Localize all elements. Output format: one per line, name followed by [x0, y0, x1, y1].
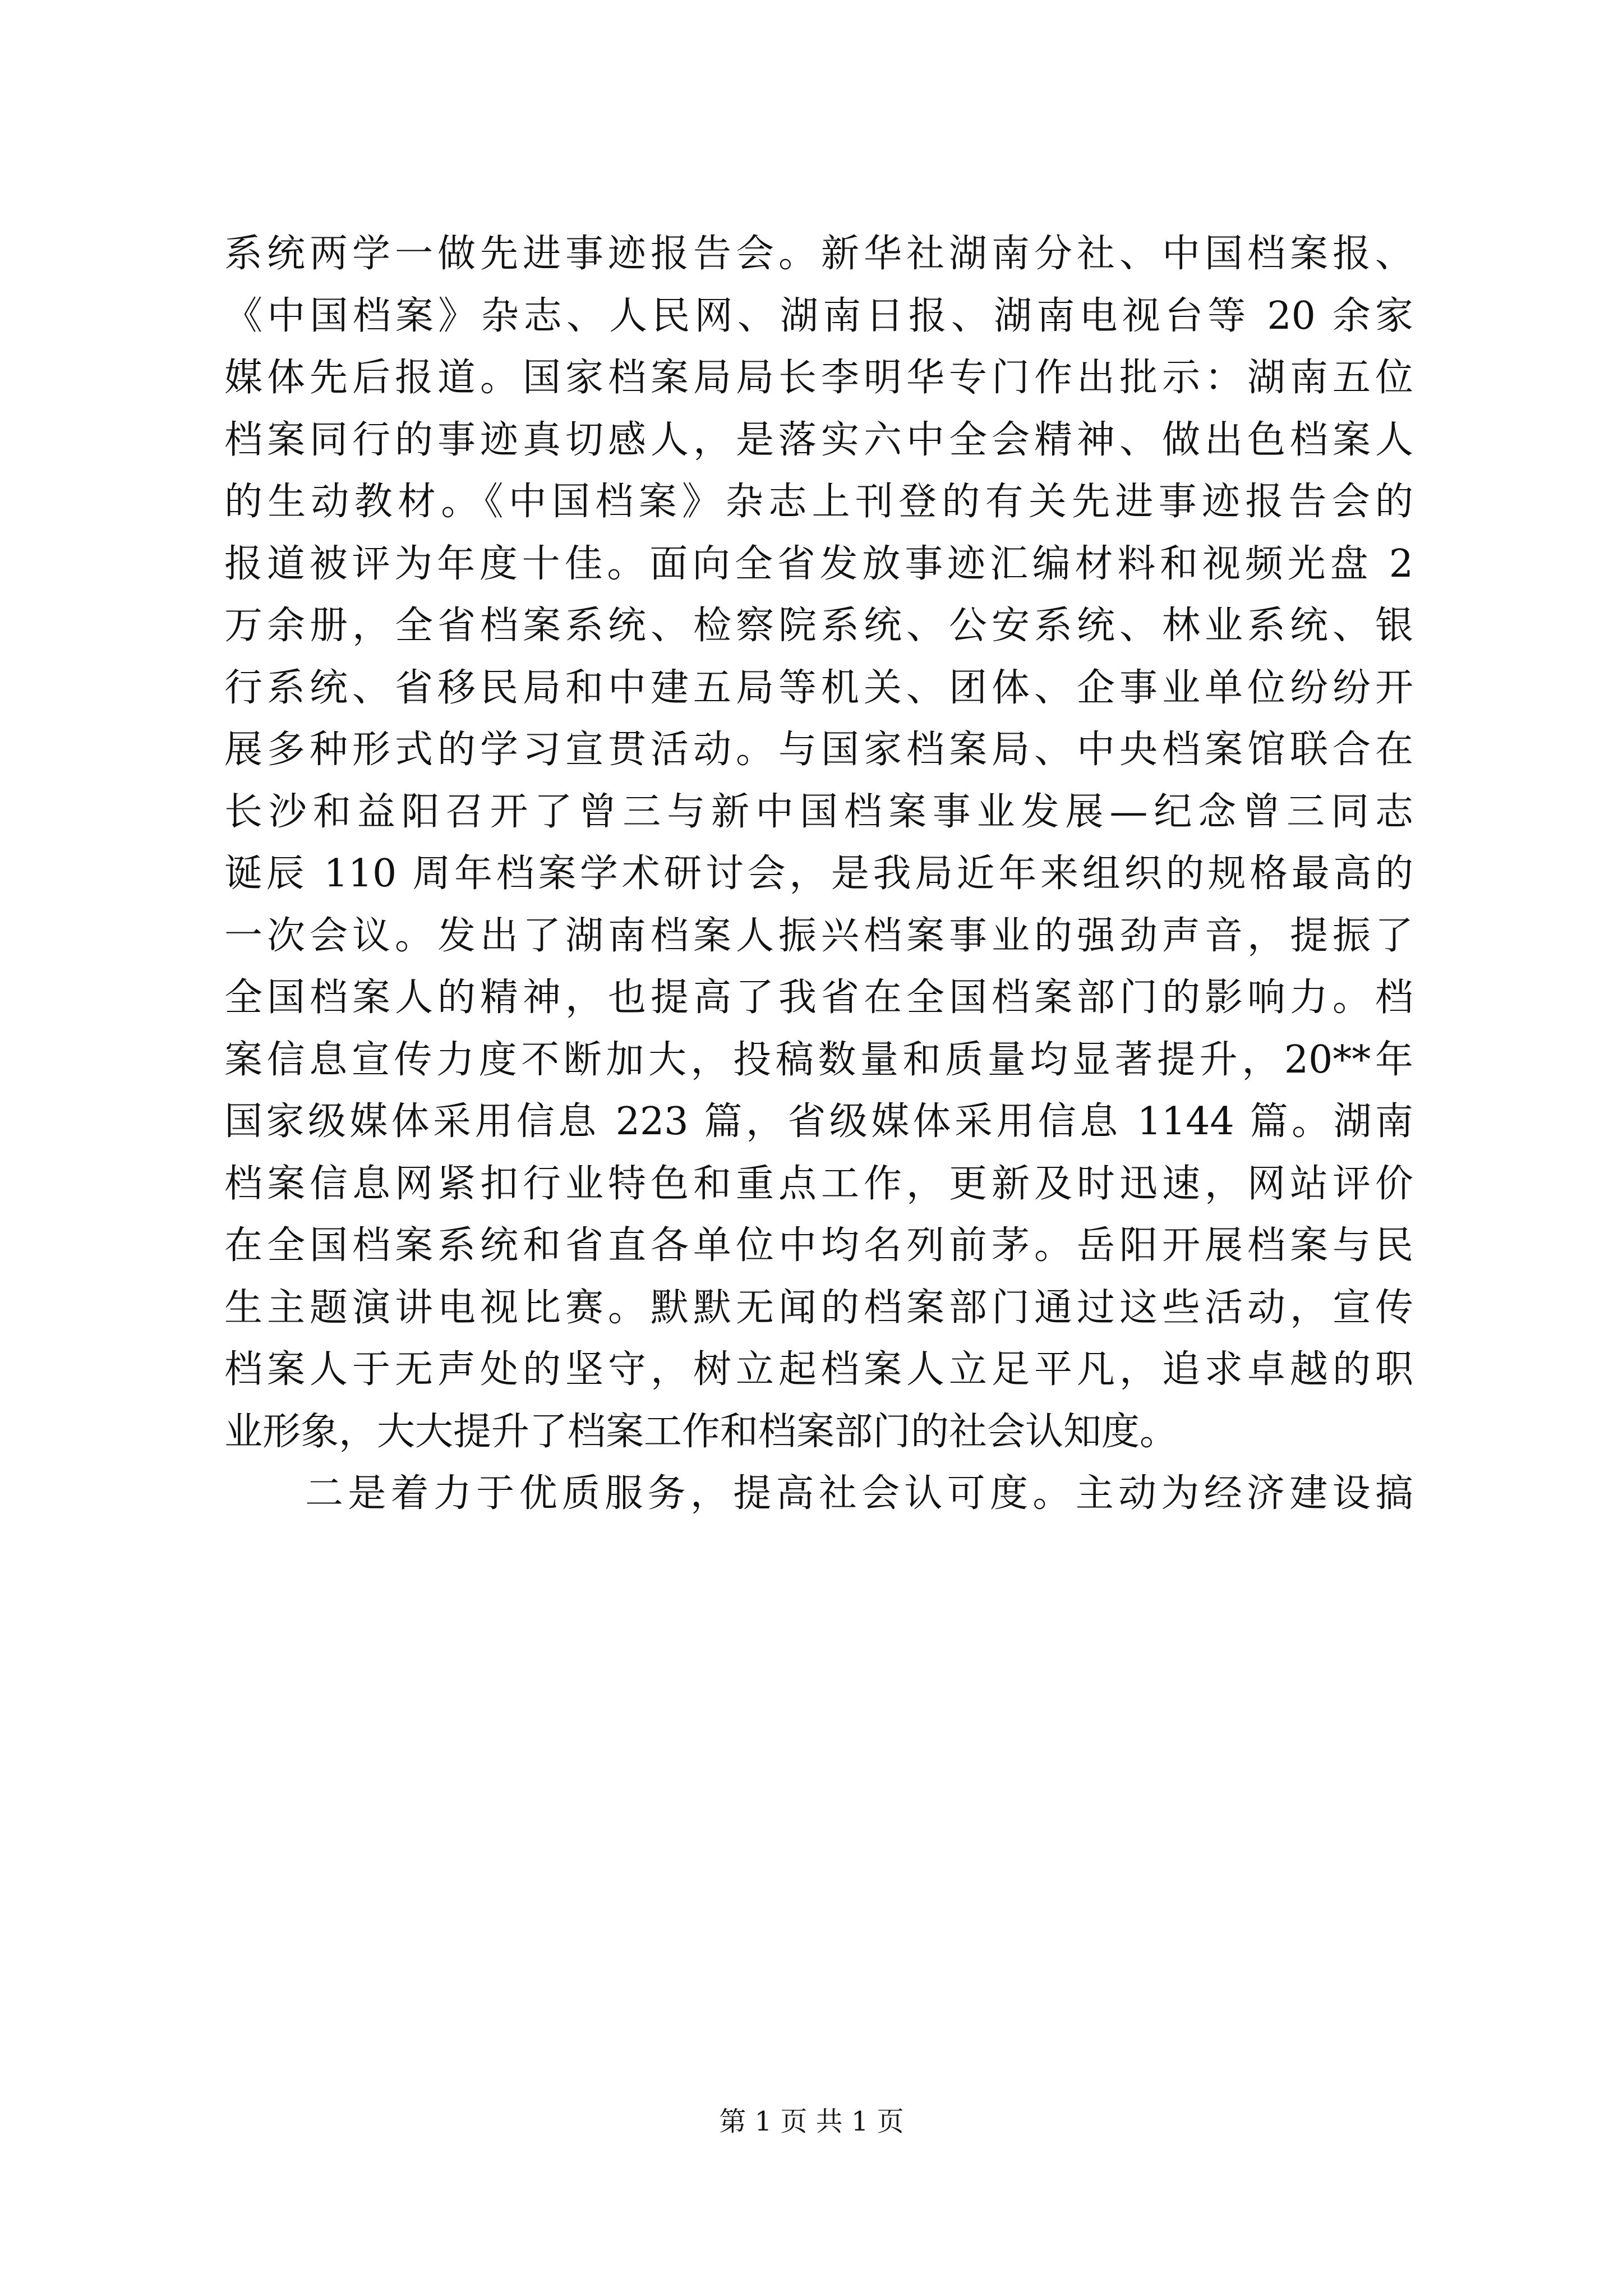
text-line: 一次会议。发出了湖南档案人振兴档案事业的强劲声音，提振了: [224, 913, 1413, 958]
text-line: 系统两学一做先进事迹报告会。新华社湖南分社、中国档案报、: [224, 232, 1413, 276]
text-line: 档案人于无声处的坚守，树立起档案人立足平凡，追求卓越的职: [224, 1347, 1413, 1392]
text-line: 展多种形式的学习宣贯活动。与国家档案局、中央档案馆联合在: [224, 728, 1413, 772]
text-line: 在全国档案系统和省直各单位中均名列前茅。岳阳开展档案与民: [224, 1223, 1413, 1268]
text-line: 档案信息网紧扣行业特色和重点工作，更新及时迅速，网站评价: [224, 1161, 1413, 1206]
text-line: 长沙和益阳召开了曾三与新中国档案事业发展—纪念曾三同志: [224, 789, 1413, 834]
text-line: 业形象，大大提升了档案工作和档案部门的社会认知度。: [224, 1409, 1178, 1454]
text-line: 国家级媒体采用信息 223 篇，省级媒体采用信息 1144 篇。湖南: [224, 1099, 1413, 1144]
text-line: 媒体先后报道。国家档案局局长李明华专门作出批示：湖南五位: [224, 356, 1413, 400]
text-line: 档案同行的事迹真切感人，是落实六中全会精神、做出色档案人: [224, 417, 1413, 462]
text-line: 生主题演讲电视比赛。默默无闻的档案部门通过这些活动，宣传: [224, 1285, 1413, 1330]
text-line: 全国档案人的精神，也提高了我省在全国档案部门的影响力。档: [224, 976, 1413, 1020]
text-line: 行系统、省移民局和中建五局等机关、团体、企事业单位纷纷开: [224, 665, 1413, 710]
body-text: [224, 223, 1413, 1525]
text-line: 诞辰 110 周年档案学术研讨会，是我局近年来组织的规格最高的: [224, 852, 1413, 896]
text-line: 案信息宣传力度不断加大，投稿数量和质量均显著提升，20**年: [224, 1037, 1413, 1082]
text-line: 万余册，全省档案系统、检察院系统、公安系统、林业系统、银: [224, 604, 1413, 648]
text-line: 的生动教材。《中国档案》杂志上刊登的有关先进事迹报告会的: [224, 480, 1413, 524]
page-number-footer: 第 1 页 共 1 页: [719, 2106, 904, 2137]
paragraph-first-line: 二是着力于优质服务，提高社会认可度。主动为经济建设搞: [305, 1471, 1413, 1516]
text-line: 报道被评为年度十佳。面向全省发放事迹汇编材料和视频光盘 2: [224, 541, 1413, 586]
text-line: 《中国档案》杂志、人民网、湖南日报、湖南电视台等 20 余家: [224, 293, 1413, 338]
